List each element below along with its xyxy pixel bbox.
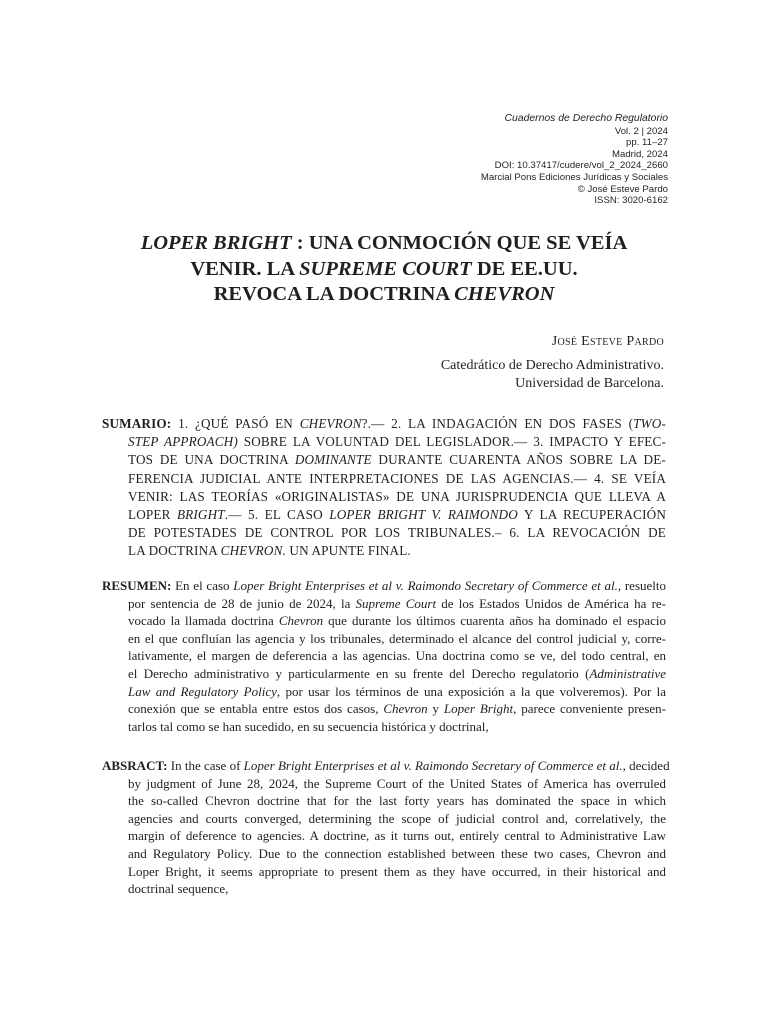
text: En el caso xyxy=(171,578,234,593)
summary-line xyxy=(102,542,666,560)
summary-line xyxy=(102,433,666,451)
article-title xyxy=(90,231,678,308)
resumen-line xyxy=(102,665,666,683)
text: In the case of xyxy=(167,758,244,773)
resumen-line xyxy=(102,700,666,718)
summary-line: FERENCIA JUDICIAL ANTE INTERPRETACIONES DE LAS AGENCIAS.— 4. SE VEÍA xyxy=(128,470,666,486)
text: parece conveniente presen- xyxy=(516,701,666,717)
resumen-line: tarlos tal como se han sucedido, en su secuencia histórica y doctrinal, xyxy=(128,718,489,734)
abstract-line: margin of deference to agencies. A doctrine, as it turns out, entirely central to Administrative Law xyxy=(128,828,666,844)
summary-line xyxy=(102,506,666,524)
text: Loper Bright Enterprises et al v. Raimondo Secretary of Commerce et al. xyxy=(233,578,618,593)
abstract-line: doctrinal sequence, xyxy=(128,881,229,897)
place-date: Madrid, 2024 xyxy=(612,148,668,160)
author-block xyxy=(441,333,664,394)
title-part: VENIR. LA xyxy=(190,257,300,280)
text: por sentencia de 28 de junio de 2024, la xyxy=(128,595,356,611)
summary-line: VENIR: LAS TEORÍAS «ORIGINALISTAS» DE UNA JURISPRUDENCIA QUE LLEVA A xyxy=(128,488,666,504)
text: CHEVRON. xyxy=(220,543,286,559)
abstract-label: ABSRACT: xyxy=(102,758,168,773)
title-part: : UNA CONMOCIÓN QUE SE VEÍA xyxy=(291,232,628,254)
text: ?.— 2. LA INDAGACIÓN EN DOS FASES ( xyxy=(361,416,634,431)
text: .— 5. EL CASO xyxy=(224,507,330,523)
text: , resuelto xyxy=(617,578,667,593)
title-part: DE EE.UU. xyxy=(471,257,578,280)
title-part: LOPER BRIGHT xyxy=(140,232,292,254)
text: DURANTE CUARENTA AÑOS SOBRE LA DE- xyxy=(371,452,666,468)
text: DOMINANTE xyxy=(294,452,372,468)
abstract-line: Loper Bright, it seems appropriate to present them as they have occurred, in their historical and xyxy=(128,863,666,879)
summary-line: DE POTESTADES DE CONTROL POR LOS TRIBUNALES.– 6. LA REVOCACIÓN DE xyxy=(128,525,666,541)
abstract-line: by judgment of June 28, 2024, the Supreme Court of the United States of America has overruled xyxy=(128,775,666,791)
journal-name: Cuadernos de Derecho Regulatorio xyxy=(504,113,668,124)
resumen-line: en el que confluían las agencia y los tribunales, determinado el alcance del control judicial y, corre- xyxy=(128,630,666,646)
text: vocado la llamada doctrina xyxy=(128,613,279,629)
resumen-label: RESUMEN: xyxy=(102,578,172,593)
text: UN APUNTE FINAL. xyxy=(285,543,411,559)
text: Loper Bright Enterprises et al v. Raimondo Secretary of Commerce et al. xyxy=(243,758,623,773)
text: LA DOCTRINA xyxy=(128,543,221,559)
text: , por usar los términos de una exposición a la que volveremos). Por la xyxy=(276,683,666,699)
resumen-line xyxy=(102,683,666,701)
issn: ISSN: 3020-6162 xyxy=(594,195,668,207)
publisher: Marcial Pons Ediciones Jurídicas y Sociales xyxy=(480,171,668,183)
text: CHEVRON xyxy=(299,416,362,431)
text: BRIGHT xyxy=(176,507,225,523)
text: Chevron xyxy=(383,701,428,717)
pages: pp. 11–27 xyxy=(626,137,668,149)
text: Y LA RECUPERACIÓN xyxy=(517,507,667,523)
text: STEP APPROACH) xyxy=(128,434,238,450)
text: , decided xyxy=(622,758,670,773)
summary-line xyxy=(102,451,666,469)
resumen-line xyxy=(102,577,666,595)
text: que durante los últimos cuarenta años ha dominado el espacio xyxy=(323,613,666,629)
resumen-line xyxy=(102,595,666,613)
abstract-line: agencies and courts converged, determining the scope of judicial control and, correlatively, the xyxy=(128,810,666,826)
summary-line xyxy=(102,415,666,433)
summary-section xyxy=(102,415,666,561)
text: Chevron xyxy=(278,613,324,629)
text: 1. ¿QUÉ PASÓ EN xyxy=(171,416,300,431)
author-position: Catedrático de Derecho Administrativo. xyxy=(440,357,664,373)
title-part: REVOCA LA DOCTRINA xyxy=(213,283,455,305)
title-part: CHEVRON xyxy=(454,283,555,305)
doi: DOI: 10.37417/cudere/vol_2_2024_2660 xyxy=(494,160,668,172)
volume: Vol. 2 | 2024 xyxy=(614,125,668,137)
journal-masthead xyxy=(481,113,668,207)
title-part: SUPREME COURT xyxy=(299,257,472,280)
text: Supreme Court xyxy=(355,595,437,611)
author-institution: Universidad de Barcelona. xyxy=(515,376,664,391)
text: conexión que se entabla entre estos dos casos, xyxy=(128,701,384,717)
abstract-line xyxy=(102,757,670,775)
text: Administrative xyxy=(589,665,666,681)
summary-label: SUMARIO: xyxy=(102,416,172,431)
text: de los Estados Unidos de América ha re- xyxy=(436,595,667,611)
abstract-line: and Regulatory Policy. Due to the connection established between these two cases, Chevron and xyxy=(128,845,666,861)
text: el Derecho administrativo y particularmente en su frente del Derecho regulatorio ( xyxy=(128,665,590,681)
copyright: © José Esteve Pardo xyxy=(577,183,668,195)
abstract-section xyxy=(102,757,670,898)
text: LOPER BRIGHT V. RAIMONDO xyxy=(329,507,518,523)
text: Law and Regulatory Policy xyxy=(128,683,277,699)
text: LOPER xyxy=(128,507,177,523)
text: TWO- xyxy=(633,416,666,431)
author-name: José Esteve Pardo xyxy=(551,334,664,349)
text: TOS DE UNA DOCTRINA xyxy=(128,452,295,468)
resumen-line: lativamente, el margen de deferencia a las agencias. Una doctrina como se ve, del todo central, en xyxy=(128,648,666,664)
text: Loper Bright, xyxy=(443,701,517,717)
text: SOBRE LA VOLUNTAD DEL LEGISLADOR.— 3. IMPACTO Y EFEC- xyxy=(237,434,666,450)
abstract-line: the so-called Chevron doctrine that for the last forty years has dominated the space in which xyxy=(128,793,666,809)
resumen-section xyxy=(102,577,666,735)
resumen-line xyxy=(102,612,666,630)
text: y xyxy=(427,701,444,717)
